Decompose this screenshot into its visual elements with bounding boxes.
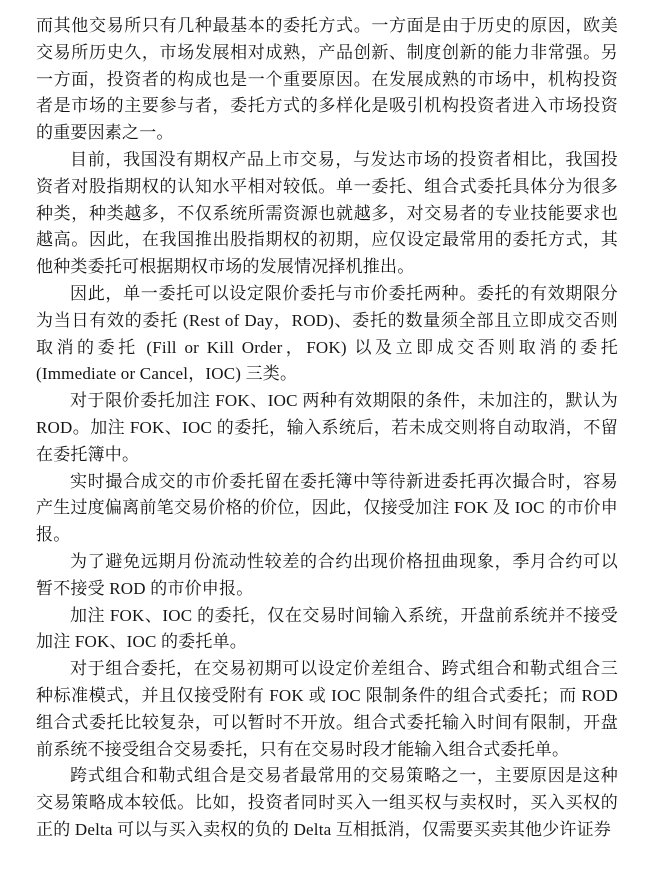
paragraph-5: 实时撮合成交的市价委托留在委托簿中等待新进委托再次撮合时，容易产生过度偏离前笔交易价格的价位，因此，仅接受加注 FOK 及 IOC 的市价申报。 — [36, 471, 618, 545]
paragraph-4: 对于限价委托加注 FOK、IOC 两种有效期限的条件，未加注的，默认为 ROD。加注 FOK、IOC 的委托，输入系统后，若未成交则将自动取消，不留在委托簿中。 — [36, 391, 618, 464]
paragraph-2: 目前，我国没有期权产品上市交易，与发达市场的投资者相比，我国投资者对股指期权的认知水平相对较低。单一委托、组合式委托具体分为很多种类，种类越多，不仅系统所需资源也就越多，对交易者的专业技能要求也越高。因此，在我国推出股指期权的初期，应仅设定最常用的委托方式，其他种类委托可根据期权市场的发展情况择机推出。 — [36, 149, 618, 277]
paragraph-6: 为了避免远期月份流动性较差的合约出现价格扭曲现象，季月合约可以暂不接受 ROD 的市价申报。 — [36, 551, 618, 598]
paragraph-8: 对于组合委托，在交易初期可以设定价差组合、跨式组合和勒式组合三种标准模式，并且仅接受附有 FOK 或 IOC 限制条件的组合式委托；而 ROD 组合式委托比较复杂，可以暂时不开放。组合式委托输入时间有限制，开盘前系统不接受组合交易委托，只有在交易时段才能输入组合式委托单。 — [36, 659, 618, 759]
paragraph-7: 加注 FOK、IOC 的委托，仅在交易时间输入系统，开盘前系统并不接受加注 FOK、IOC 的委托单。 — [36, 605, 618, 652]
paragraph-1: 而其他交易所只有几种最基本的委托方式。一方面是由于历史的原因，欧美交易所历史久，市场发展相对成熟，产品创新、制度创新的能力非常强。另一方面，投资者的构成也是一个重要原因。在发展成熟的市场中，机构投资者是市场的主要参与者，委托方式的多样化是吸引机构投资者进入市场投资的重要因素之一。 — [36, 16, 618, 143]
paragraph-3: 因此，单一委托可以设定限价委托与市价委托两种。委托的有效期限分为当日有效的委托 (Rest of Day，ROD)、委托的数量须全部且立即成交否则取消的委托 (Fill or Kill Order，FOK) 以及立即成交否则取消的委托 (Immediate or Cancel，IOC) 三类。 — [36, 283, 618, 384]
paragraph-9: 跨式组合和勒式组合是交易者最常用的交易策略之一，主要原因是这种交易策略成本较低。比如，投资者同时买入一组买权与卖权时，买入买权的正的 Delta 可以与买入卖权的负的 Delta 互相抵消，仅需要买卖其他少许证券 — [36, 766, 618, 839]
